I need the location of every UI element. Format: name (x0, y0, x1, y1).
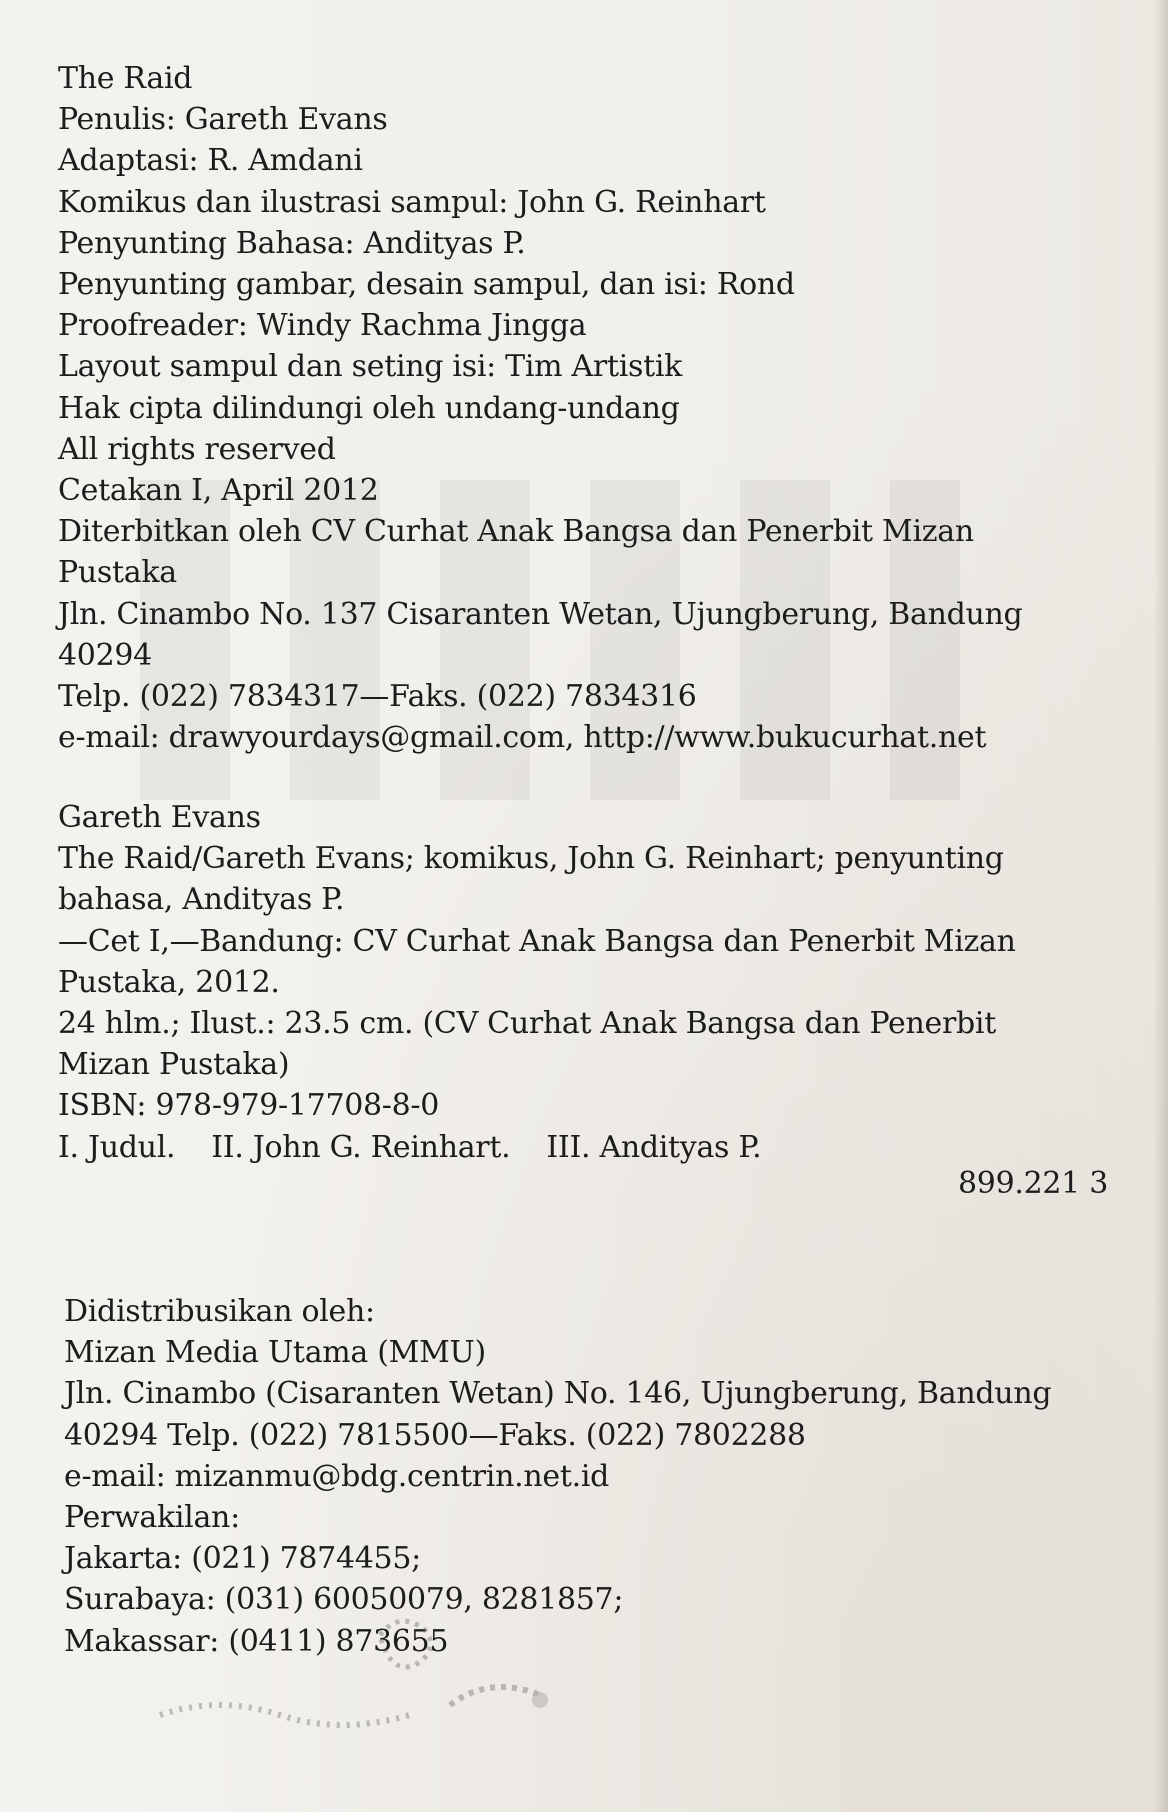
index-terms-line (58, 1127, 1078, 1168)
publisher-line: Diterbitkan oleh CV Curhat Anak Bangsa dan Penerbit Mizan (58, 514, 974, 550)
distributor-name: Mizan Media Utama (MMU) (64, 1335, 486, 1371)
design-editor-line: Penyunting gambar, desain sampul, dan isi: Rond (58, 267, 795, 303)
comic-artist-line: Komikus dan ilustrasi sampul: John G. Reinhart (58, 184, 766, 220)
representative-jakarta: Jakarta: (021) 7874455; (64, 1541, 421, 1577)
distributor-address: Jln. Cinambo (Cisaranten Wetan) No. 146, Ujungberung, Bandung (64, 1376, 1052, 1412)
index-term-illustrator: II. John G. Reinhart. (211, 1129, 511, 1165)
representatives-heading: Perwakilan: (64, 1500, 240, 1536)
index-term-title: I. Judul. (58, 1129, 176, 1165)
catalog-line: bahasa, Andityas P. (58, 882, 345, 918)
publisher-address-line: Jln. Cinambo No. 137 Cisaranten Wetan, Ujungberung, Bandung (58, 596, 1023, 632)
catalog-line: 24 hlm.; Ilust.: 23.5 cm. (CV Curhat Anak Bangsa dan Penerbit (58, 1006, 996, 1042)
catalog-line: —Cet I,—Bandung: CV Curhat Anak Bangsa dan Penerbit Mizan (58, 923, 1016, 959)
proofreader-line: Proofreader: Windy Rachma Jingga (58, 308, 587, 344)
catalog-line: Mizan Pustaka) (58, 1047, 290, 1083)
rights-line: All rights reserved (58, 431, 336, 467)
adaptation-line: Adaptasi: R. Amdani (58, 143, 363, 179)
book-title: The Raid (58, 61, 193, 96)
copyright-line: Hak cipta dilindungi oleh undang-undang (58, 390, 680, 426)
catalog-line: The Raid/Gareth Evans; komikus, John G. Reinhart; penyunting (58, 841, 1004, 877)
edition-line: Cetakan I, April 2012 (58, 473, 379, 509)
isbn-line: ISBN: 978-979-17708-8-0 (58, 1088, 440, 1124)
layout-line: Layout sampul dan seting isi: Tim Artistik (58, 349, 683, 385)
catalog-author: Gareth Evans (58, 800, 261, 835)
cataloging-block (58, 797, 1078, 1168)
publisher-phone-line: Telp. (022) 7834317—Faks. (022) 7834316 (58, 679, 697, 715)
colophon-block (58, 58, 1078, 758)
classification-number: 899.221 3 (958, 1166, 1108, 1201)
index-term-editor: III. Andityas P. (546, 1129, 762, 1165)
distributor-email: e-mail: mizanmu@bdg.centrin.net.id (64, 1458, 610, 1494)
catalog-line: Pustaka, 2012. (58, 964, 280, 1000)
publisher-postcode-line: 40294 (58, 637, 152, 673)
publisher-line-cont: Pustaka (58, 555, 177, 591)
publisher-email-line: e-mail: drawyourdays@gmail.com, http://www.bukucurhat.net (58, 720, 987, 756)
page-edge-shadow (1154, 0, 1168, 1812)
distributor-phone: 40294 Telp. (022) 7815500—Faks. (022) 7802288 (64, 1417, 806, 1453)
representative-surabaya: Surabaya: (031) 60050079, 8281857; (64, 1582, 624, 1618)
distribution-block (64, 1291, 1084, 1662)
author-line: Penulis: Gareth Evans (58, 102, 388, 138)
distribution-heading: Didistribusikan oleh: (64, 1294, 375, 1329)
language-editor-line: Penyunting Bahasa: Andityas P. (58, 225, 526, 261)
representative-makassar: Makassar: (0411) 873655 (64, 1623, 449, 1659)
